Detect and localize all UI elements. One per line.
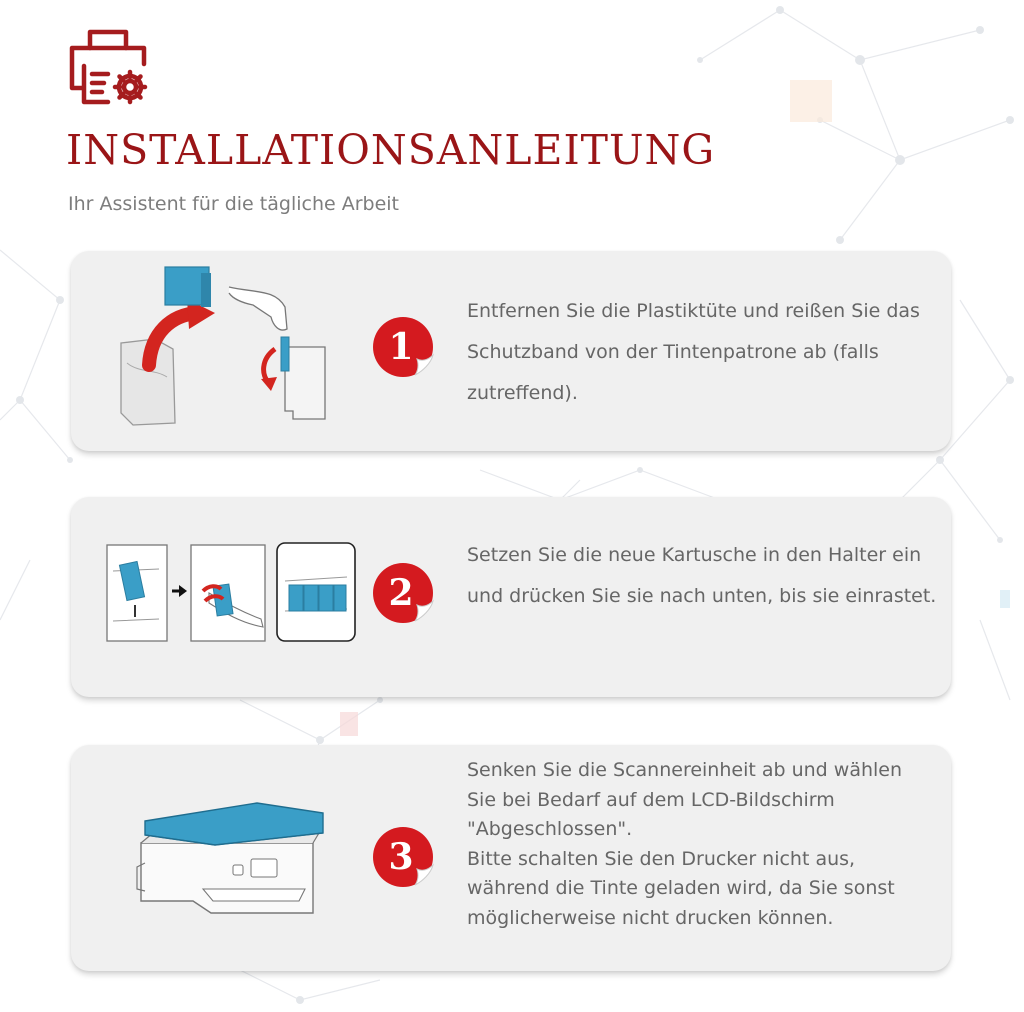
step-card-3 bbox=[71, 745, 951, 971]
page-subtitle: Ihr Assistent für die tägliche Arbeit bbox=[68, 193, 400, 215]
printer-scanner-illustration bbox=[133, 793, 333, 923]
remove-cartridge-illustration bbox=[115, 263, 345, 433]
step-2-number: 2 bbox=[388, 572, 414, 614]
step-card-2 bbox=[71, 497, 951, 697]
step-1-text: Entfernen Sie die Plastiktüte und reißen Sie das Schutzband von der Tintenpatrone ab (falls zutreffend). bbox=[467, 300, 920, 404]
step-3-paragraph-1: Senken Sie die Scannereinheit ab und wählen Sie bei Bedarf auf dem LCD-Bildschirm "Abgeschlossen". bbox=[467, 759, 903, 841]
insert-cartridge-illustration bbox=[105, 541, 359, 645]
step-1-number: 1 bbox=[388, 326, 414, 368]
step-2-badge bbox=[371, 561, 435, 625]
printer-gear-icon bbox=[68, 28, 154, 106]
page-title: INSTALLATIONSANLEITUNG bbox=[66, 126, 716, 174]
step-2-text: Setzen Sie die neue Kartusche in den Halter ein und drücken Sie sie nach unten, bis sie einrastet. bbox=[467, 544, 937, 607]
step-3-badge bbox=[371, 825, 435, 889]
step-3-number: 3 bbox=[388, 836, 414, 878]
step-card-1 bbox=[71, 251, 951, 451]
step-3-paragraph-2: Bitte schalten Sie den Drucker nicht aus, während die Tinte geladen wird, da Sie sonst möglicherweise nicht drucken können. bbox=[467, 847, 895, 929]
step-3-text bbox=[467, 756, 917, 934]
step-1-badge bbox=[371, 315, 435, 379]
